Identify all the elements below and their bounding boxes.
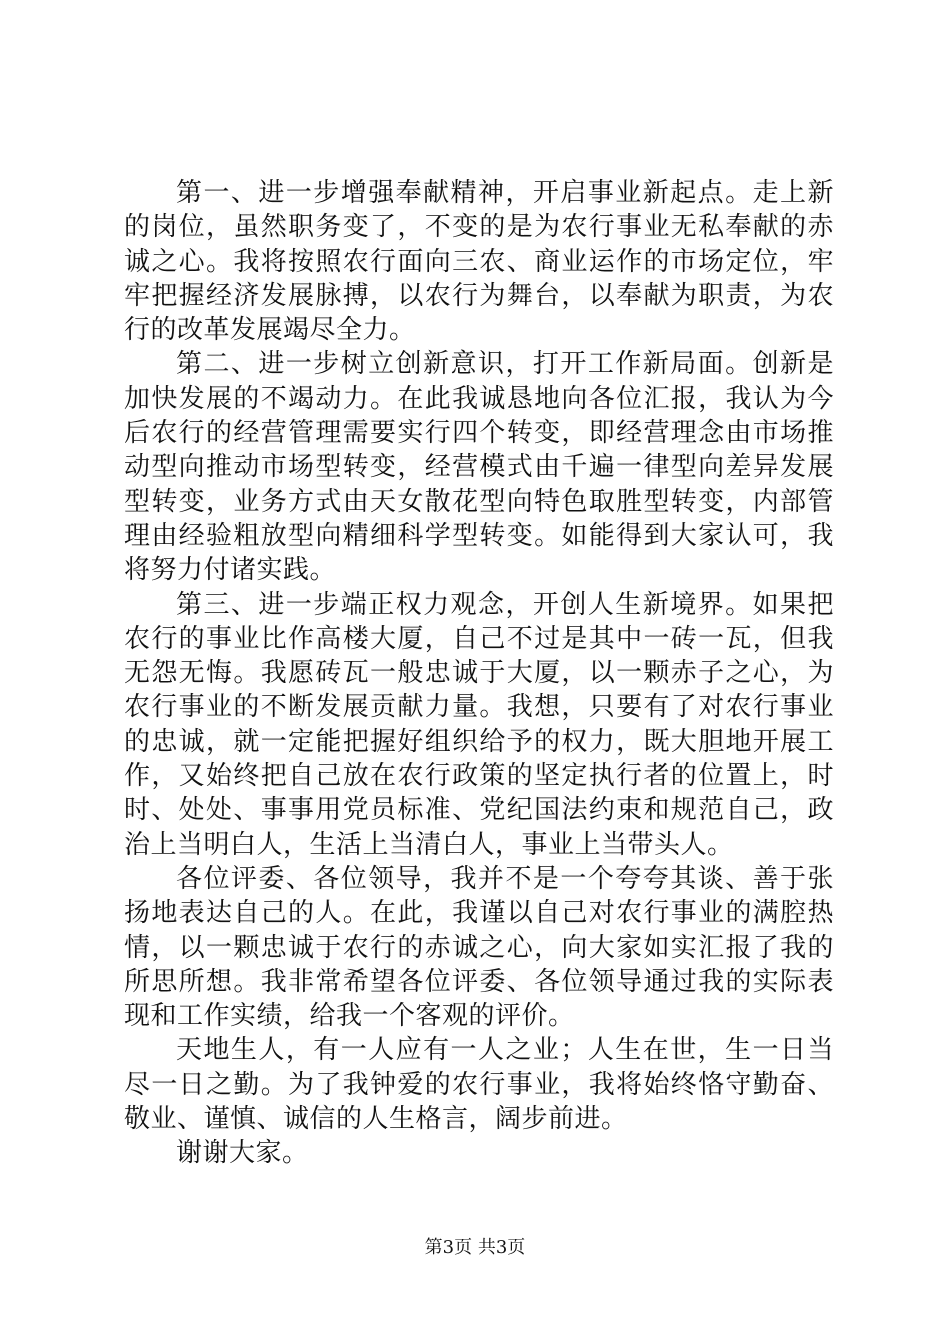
paragraph-5: 天地生人，有一人应有一人之业；人生在世，生一日当尽一日之勤。为了我钟爱的农行事业，我将始终恪守勤奋、敬业、谨慎、诚信的人生格言，阔步前进。	[124, 1035, 834, 1135]
paragraph-1: 第一、进一步增强奉献精神，开启事业新起点。走上新的岗位，虽然职务变了，不变的是为农行事业无私奉献的赤诚之心。我将按照农行面向三农、商业运作的市场定位，牢牢把握经济发展脉搏，以农行为舞台，以奉献为职责，为农行的改革发展竭尽全力。	[124, 178, 834, 346]
document-body	[124, 176, 834, 1171]
paragraph-4: 各位评委、各位领导，我并不是一个夸夸其谈、善于张扬地表达自己的人。在此，我谨以自己对农行事业的满腔热情，以一颗忠诚于农行的赤诚之心，向大家如实汇报了我的所思所想。我非常希望各位评委、各位领导通过我的实际表现和工作实绩，给我一个客观的评价。	[124, 863, 834, 1032]
paragraph-6: 谢谢大家。	[176, 1138, 309, 1169]
paragraph-2: 第二、进一步树立创新意识，打开工作新局面。创新是加快发展的不竭动力。在此我诚恳地向各位汇报，我认为今后农行的经营管理需要实行四个转变，即经营理念由市场推动型向推动市场型转变，经营模式由千遍一律型向差异发展型转变，业务方式由天女散花型向特色取胜型转变，内部管理由经验粗放型向精细科学型转变。如能得到大家认可，我将努力付诸实践。	[124, 349, 834, 586]
page-footer: 第3页 共3页	[424, 1237, 526, 1258]
paragraph-3: 第三、进一步端正权力观念，开创人生新境界。如果把农行的事业比作高楼大厦，自己不过是其中一砖一瓦，但我无怨无悔。我愿砖瓦一般忠诚于大厦，以一颗赤子之心，为农行事业的不断发展贡献力量。我想，只要有了对农行事业的忠诚，就一定能把握好组织给予的权力，既大胆地开展工作，又始终把自己放在农行政策的坚定执行者的位置上，时时、处处、事事用党员标准、党纪国法约束和规范自己，政治上当明白人，生活上当清白人，事业上当带头人。	[124, 589, 834, 860]
